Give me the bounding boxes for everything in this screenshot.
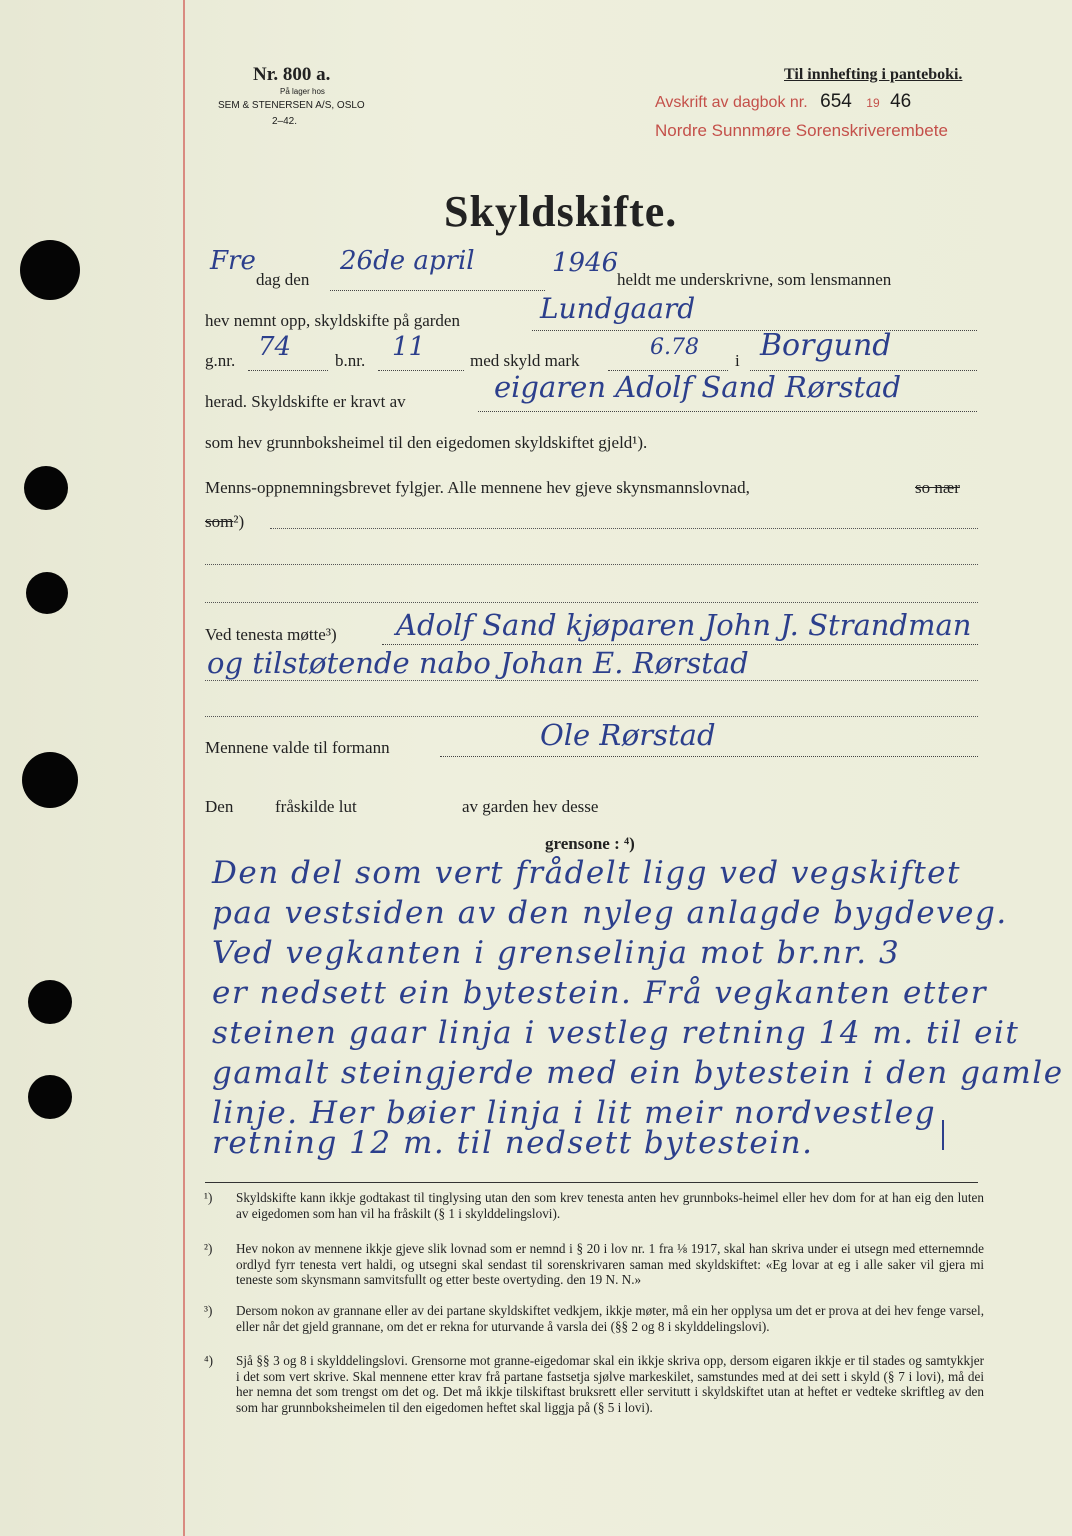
date-line (330, 290, 545, 291)
publisher-date: 2–42. (272, 116, 298, 127)
chair-label: Mennene valde til formann (205, 738, 390, 757)
blank-line (205, 602, 978, 603)
punch-hole (28, 980, 72, 1024)
bnr-label: b.nr. (335, 351, 366, 370)
boundary-line: linje. Her bøier linja i lit meir nordvestleg (212, 1095, 937, 1131)
footnote (204, 1303, 984, 1334)
publisher-name: SEM & STENERSEN A/S, OSLO (218, 100, 365, 111)
boundary-line: paa vestsiden av den nyleg anlagde bygdeveg. (212, 895, 1008, 931)
year: 1946 (552, 248, 619, 278)
punch-hole (20, 240, 80, 300)
stamp-year-prefix: 19 (866, 96, 880, 110)
punch-hole (22, 752, 78, 808)
boundary-line: steinen gaar linja i vestleg retning 14 m. til eit (212, 1015, 1020, 1051)
form-number: Nr. 800 a. (253, 64, 331, 85)
punch-hole (26, 572, 68, 614)
herad-label: herad. Skyldskifte er kravt av (205, 392, 406, 411)
part-den: Den (205, 797, 234, 816)
met-line (382, 644, 978, 645)
chairman: Ole Rørstad (540, 718, 716, 752)
struck-som: som (205, 512, 234, 531)
margin-line (183, 0, 185, 1536)
after-year-text: heldt me underskrivne, som lensmannen (617, 270, 892, 289)
heimel-text: som hev grunnboksheimel til den eigedomen skyldskiftet gjeld¹). (205, 433, 648, 452)
day-label: dag den (256, 270, 310, 289)
blank-line (205, 564, 978, 565)
line-som (205, 512, 244, 532)
footnote (204, 1353, 984, 1415)
footnote-number: ³) (204, 1303, 213, 1318)
footnote-ref-2: ²) (233, 512, 245, 531)
i-label: i (735, 351, 740, 370)
page-title: Skyldskifte. (444, 187, 678, 236)
stamp-label: Avskrift av dagbok nr. (655, 94, 808, 111)
oppnemning-text: Menns-oppnemningsbrevet fylgjer. Alle mennene hev gjeve skynsmannslovnad, (205, 478, 750, 497)
stamp-line (655, 91, 911, 113)
requested-by: eigaren Adolf Sand Rørstad (494, 370, 902, 404)
blank-line (205, 716, 978, 717)
stamp-office: Nordre Sunnmøre Sorenskriverembete (655, 121, 948, 140)
boundary-line: retning 12 m. til nedsett bytestein. (212, 1125, 814, 1161)
skyld-label: med skyld mark (470, 351, 580, 370)
footnote (204, 1241, 984, 1288)
part-label: fråskilde lut (275, 797, 357, 816)
requested-by-line (478, 411, 977, 412)
struck-text: so nær (915, 478, 960, 497)
gnr-line (248, 370, 328, 371)
bnr-line (378, 370, 464, 371)
publisher-line: På lager hos (280, 87, 325, 96)
footnote (204, 1190, 984, 1221)
farm-line (532, 330, 977, 331)
gnr-value: 74 (258, 332, 292, 362)
boundary-line: er nedsett ein bytestein. Frå vegkanten etter (212, 975, 987, 1011)
blank-line (270, 528, 978, 529)
farm-name: Lundgaard (540, 292, 696, 325)
district: Borgund (760, 328, 892, 363)
boundary-line: Ved vegkanten i grenselinja mot br.nr. 3 (212, 935, 901, 971)
stamp-year: 46 (890, 91, 912, 112)
footnote-text: Skyldskifte kann ikkje godtakast til tinglysing utan den som krev tenesta anten hev grunnboks-heimel eller hev dom for at han eig den luten av eigedomen som han vil ha fråskilt (§ 1 i skylddelingslovi). (236, 1190, 984, 1221)
boundary-line: Den del som vert frådelt ligg ved vegskiftet (212, 855, 961, 891)
end-mark (942, 1120, 944, 1150)
footnote-number: ¹) (204, 1190, 213, 1205)
footnote-number: ⁴) (204, 1353, 213, 1368)
boundary-line: gamalt steingjerde med ein bytestein i den gamle (212, 1055, 1064, 1091)
stamp-number: 654 (820, 91, 852, 112)
punch-hole (24, 466, 68, 510)
met-line-2 (205, 680, 978, 681)
met-label: Ved tenesta møtte³) (205, 625, 337, 644)
footnote-text: Hev nokon av mennene ikkje gjeve slik lovnad som er nemnd i § 20 i lov nr. 1 fra ⅛ 1917, skal han skriva under ei utsegn med etternemnde ordlyd fyrr tenesta vert haldi, og utsegni skal sendast til sorenskrivaren saman med skyldskiftet: «Eg lovar at eg i alle saker vil gjera mi teneste som skynsmann samvitsfullt og etter beste overtyding. den 19 N. N.» (236, 1241, 984, 1287)
skyld-value: 6.78 (650, 335, 699, 360)
farm-label: hev nemnt opp, skyldskifte på garden (205, 311, 460, 330)
footnote-divider (205, 1182, 978, 1183)
bnr-value: 11 (392, 332, 426, 362)
binding-note: Til innhefting i panteboki. (784, 66, 963, 83)
weekday: Fre (210, 246, 256, 276)
date: 26de april (340, 246, 475, 276)
punch-hole (28, 1075, 72, 1119)
met-persons-1: Adolf Sand kjøparen John J. Strandman (396, 608, 972, 642)
part-suffix: av garden hev desse (462, 797, 599, 816)
boundary-label: grensone : ⁴) (545, 834, 635, 853)
footnote-text: Sjå §§ 3 og 8 i skylddelingslovi. Grensorne mot granne-eigedomar skal ein ikkje skriva opp, dersom eigaren ikkje er til stades og samtykkjer i det som vert skrive. Skal mennene etter krav frå partane fastsetja sjølve markeskilet, samstundes med at dei sett i skyld (§ 7 i lovi), må dei her nemna det som trengst om det og. Det må ikkje tilskiftast bruksrett eller servitutt i skyldskiftet utan at heftet er vedteke skriftleg av den som har grunnboksheimelen til den eigedomen heftet skal liggja på (§ 5 i lovi). (236, 1353, 984, 1415)
footnote-text: Dersom nokon av grannane eller av dei partane skyldskiftet vedkjem, ikkje møter, må ein her opplysa um det er prova at dei hev fenge varsel, eller når det gjeld grannane, om det er rekna for uturvande å varsla dei (§§ 2 og 8 i skylddelingslovi). (236, 1303, 984, 1334)
gnr-label: g.nr. (205, 351, 236, 370)
footnote-number: ²) (204, 1241, 213, 1256)
chair-line (440, 756, 978, 757)
met-persons-2: og tilstøtende nabo Johan E. Rørstad (207, 646, 749, 680)
